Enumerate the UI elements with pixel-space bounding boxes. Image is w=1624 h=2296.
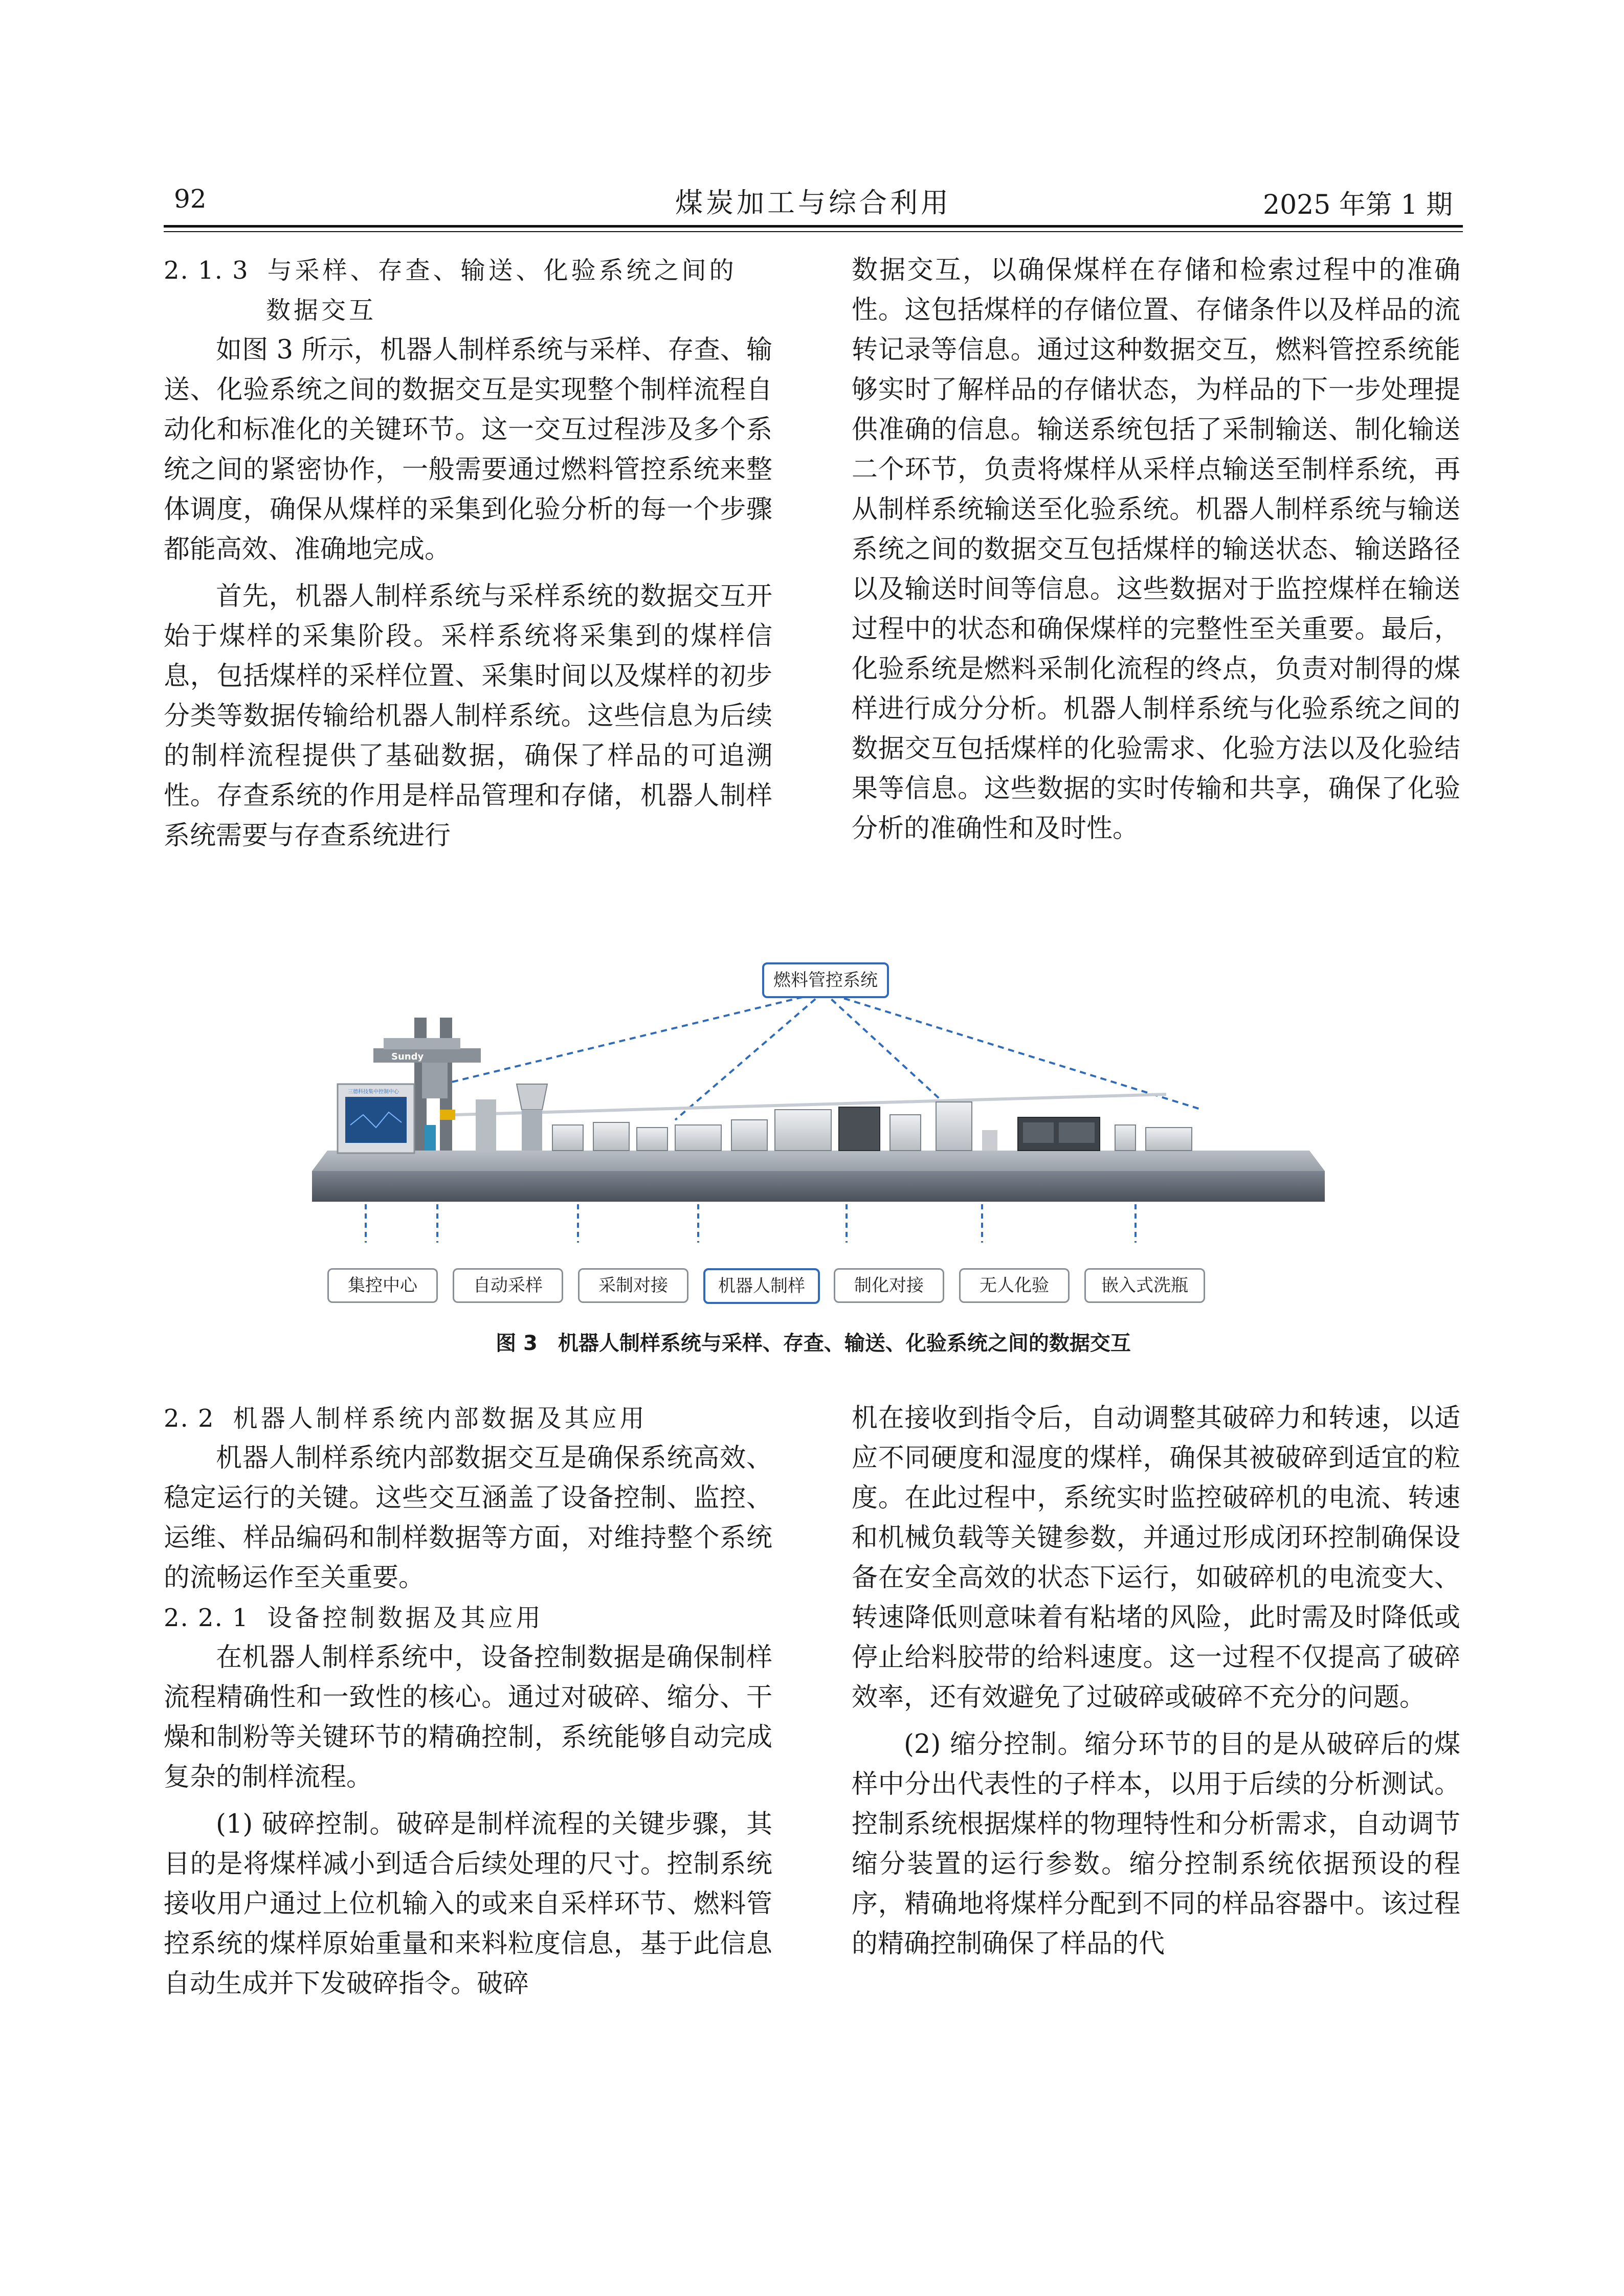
bottom-link-lines (366, 1204, 1136, 1243)
platform-base (312, 1171, 1325, 1202)
right-column-bottom (852, 1399, 1460, 1964)
header-rule-thin (164, 231, 1463, 232)
label-robot-sample-prep: 机器人制样 (703, 1268, 820, 1304)
fuel-control-system-box: 燃料管控系统 (762, 962, 889, 998)
label-prep-lab-dock: 制化对接 (834, 1268, 944, 1303)
section-heading-2-1-3-cont: 数据交互 (266, 296, 377, 325)
figure-caption: 图 3 机器人制样系统与采样、存查、输送、化验系统之间的数据交互 (496, 1332, 1131, 1355)
paragraph: 如图 3 所示，机器人制样系统与采样、存查、输送、化验系统之间的数据交互是实现整个制样流程自动化和标准化的关键环节。这一交互过程涉及多个系统之间的紧密协作，一般需要通过燃料管控系统来整体调度，确保从煤样的采集到化验分析的每一个步骤都能高效、准确地完成。 (164, 335, 772, 565)
svg-text:Sundy: Sundy (391, 1051, 424, 1062)
section-heading-2-1-3: 2. 1. 3 与采样、存查、输送、化验系统之间的 (164, 256, 737, 285)
left-column-top (164, 251, 772, 856)
paragraph: 在机器人制样系统中，设备控制数据是确保制样流程精确性和一致性的核心。通过对破碎、缩分、干燥和制粉等关键环节的精确控制，系统能够自动完成复杂的制样流程。 (164, 1642, 772, 1792)
paragraph: 机在接收到指令后，自动调整其破碎力和转速，以适应不同硬度和湿度的煤样，确保其被破碎到适宜的粒度。在此过程中，系统实时监控破碎机的电流、转速和机械负载等关键参数，并通过形成闭环控制确保设备在安全高效的状态下运行，如破碎机的电流变大、转速降低则意味着有粘堵的风险，此时需及时降低或停止给料胶带的给料速度。这一过程不仅提高了破碎效率，还有效避免了过破碎或破碎不充分的问题。 (852, 1403, 1460, 1713)
production-line (455, 1084, 1192, 1151)
label-sampling-prep-dock: 采制对接 (578, 1268, 688, 1303)
issue-label: 2025 年第 1 期 (1262, 190, 1453, 220)
label-unmanned-assay: 无人化验 (959, 1268, 1070, 1303)
paragraph: 数据交互，以确保煤样在存储和检索过程中的准确性。这包括煤样的存储位置、存储条件以及样品的流转记录等信息。通过这种数据交互，燃料管控系统能够实时了解样品的存储状态，为样品的下一步处理提供准确的信息。输送系统包括了采制输送、制化输送二个环节，负责将煤样从采样点输送至制样系统，再从制样系统输送至化验系统。机器人制样系统与输送系统之间的数据交互包括煤样的输送状态、输送路径以及输送时间等信息。这些数据对于监控煤样在输送过程中的状态和确保煤样的完整性至关重要。最后，化验系统是燃料采制化流程的终点，负责对制得的煤样进行成分分析。机器人制样系统与化验系统之间的数据交互包括煤样的化验需求、化验方法以及化验结果等信息。这些数据的实时传输和共享，确保了化验分析的准确性和及时性。 (852, 255, 1460, 844)
paragraph: (2) 缩分控制。缩分环节的目的是从破碎后的煤样中分出代表性的子样本，以用于后续的分析测试。控制系统根据煤样的物理特性和分析需求，自动调节缩分装置的运行参数。缩分控制系统依据预设的程序，精确地将煤样分配到不同的样品容器中。该过程的精确控制确保了样品的代 (852, 1729, 1460, 1959)
section-heading-2-2-1: 2. 2. 1 设备控制数据及其应用 (164, 1604, 544, 1632)
paragraph: (1) 破碎控制。破碎是制样流程的关键步骤，其目的是将煤样减小到适合后续处理的尺寸。控制系统接收用户通过上位机输入的或来自采样环节、燃料管控系统的煤样原始重量和来料粒度信息，基于此信息自动生成并下发破碎指令。破碎 (164, 1809, 772, 1999)
section-heading-2-2: 2. 2 机器人制样系统内部数据及其应用 (164, 1404, 648, 1433)
right-column-top (852, 251, 1460, 849)
running-header (164, 174, 1463, 220)
journal-title: 煤炭加工与综合利用 (675, 187, 951, 219)
paragraph: 首先，机器人制样系统与采样系统的数据交互开始于煤样的采集阶段。采样系统将采集到的煤样信息，包括煤样的采样位置、采集时间以及煤样的初步分类等数据传输给机器人制样系统。这些信息为后续的制样流程提供了基础数据，确保了样品的可追溯性。存查系统的作用是样品管理和存储，机器人制样系统需要与存查系统进行 (164, 581, 772, 851)
paragraph: 机器人制样系统内部数据交互是确保系统高效、稳定运行的关键。这些交互涵盖了设备控制、监控、运维、样品编码和制样数据等方面，对维持整个系统的流畅运作至关重要。 (164, 1443, 772, 1593)
left-column-bottom (164, 1399, 772, 2004)
label-embedded-bottle-wash: 嵌入式洗瓶 (1084, 1268, 1205, 1303)
figure-3 (307, 931, 1325, 1324)
page-number: 92 (174, 184, 207, 214)
svg-text:三德科技集中控制中心: 三德科技集中控制中心 (348, 1089, 399, 1095)
label-auto-sampling: 自动采样 (453, 1268, 563, 1303)
header-rule (164, 225, 1463, 228)
label-control-center: 集控中心 (327, 1268, 438, 1303)
platform-top (312, 1151, 1325, 1171)
